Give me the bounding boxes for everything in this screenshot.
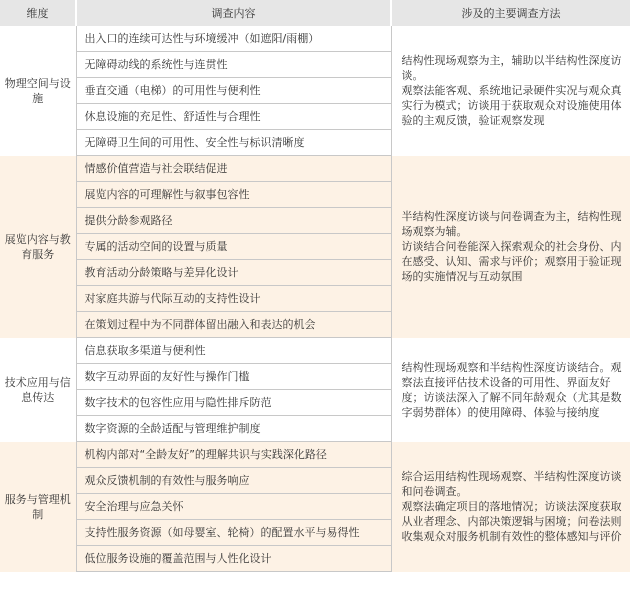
method-paragraph: 综合运用结构性现场观察、半结构性深度访谈和问卷调查。	[401, 470, 622, 498]
header-content: 调查内容	[76, 0, 391, 26]
content-item: 无障碍动线的系统性与连贯性	[76, 52, 391, 78]
method-paragraph: 结构性现场观察为主，辅助以半结构性深度访谈。	[401, 54, 622, 83]
content-item: 专属的活动空间的设置与质量	[76, 234, 391, 260]
content-item: 提供分龄参观路径	[76, 208, 391, 234]
content-item: 信息获取多渠道与便利性	[76, 338, 391, 364]
content-item: 数字技术的包容性应用与隐性排斥防范	[76, 390, 391, 416]
content-item: 机构内部对“全龄友好”的理解共识与实践深化路径	[76, 442, 391, 468]
header-dimension: 维度	[0, 0, 76, 26]
content-item: 安全治理与应急关怀	[76, 494, 391, 520]
table-row	[0, 442, 630, 468]
content-item: 观众反馈机制的有效性与服务响应	[76, 468, 391, 494]
method-paragraph: 访谈结合问卷能深入探索观众的社会身份、内在感受、认知、需求与评价；观察用于验证现场的实施情况与互动氛围	[401, 240, 622, 283]
header-methods: 涉及的主要调查方法	[391, 0, 630, 26]
content-item: 低位服务设施的覆盖范围与人性化设计	[76, 546, 391, 572]
content-item: 数字互动界面的友好性与操作门槛	[76, 364, 391, 390]
method-paragraph: 观察法能客观、系统地记录硬件实况与观众真实行为模式；访谈用于获取观众对设施使用体验的主观反馈，验证观察发现	[401, 84, 622, 128]
table-header-row	[0, 0, 630, 26]
content-item: 在策划过程中为不同群体留出融入和表达的机会	[76, 312, 391, 338]
methods-cell	[391, 156, 630, 338]
methods-cell	[391, 442, 630, 572]
content-item: 数字资源的全龄适配与管理维护制度	[76, 416, 391, 442]
methods-cell	[391, 338, 630, 442]
content-item: 休息设施的充足性、舒适性与合理性	[76, 104, 391, 130]
method-paragraph: 半结构性深度访谈与问卷调查为主，结构性现场观察为辅。	[401, 210, 622, 238]
dimension-cell: 展览内容与教育服务	[0, 156, 76, 338]
content-item: 对家庭共游与代际互动的支持性设计	[76, 286, 391, 312]
content-item: 无障碍卫生间的可用性、安全性与标识清晰度	[76, 130, 391, 156]
dimension-cell: 服务与管理机制	[0, 442, 76, 572]
content-item: 情感价值营造与社会联结促进	[76, 156, 391, 182]
content-item: 垂直交通（电梯）的可用性与便利性	[76, 78, 391, 104]
content-item: 出入口的连续可达性与环境缓冲（如遮阳/雨棚）	[76, 26, 391, 52]
table-row	[0, 338, 630, 364]
methods-cell	[391, 26, 630, 156]
method-paragraph: 结构性现场观察和半结构性深度访谈结合。观察法直接评估技术设备的可用性、界面友好度；访谈法深入了解不同年龄观众（尤其是数字弱势群体）的使用障碍、体验与接纳度	[401, 360, 622, 419]
content-item: 展览内容的可理解性与叙事包容性	[76, 182, 391, 208]
content-item: 教育活动分龄策略与差异化设计	[76, 260, 391, 286]
dimension-cell: 物理空间与设施	[0, 26, 76, 156]
table-row	[0, 156, 630, 182]
method-paragraph: 观察法确定项目的落地情况；访谈法深度获取从业者理念、内部决策逻辑与困境；问卷法则收集观众对服务机制有效性的整体感知与评价	[401, 500, 622, 543]
dimension-cell: 技术应用与信息传达	[0, 338, 76, 442]
table-row	[0, 26, 630, 52]
content-item: 支持性服务资源（如母婴室、轮椅）的配置水平与易得性	[76, 520, 391, 546]
